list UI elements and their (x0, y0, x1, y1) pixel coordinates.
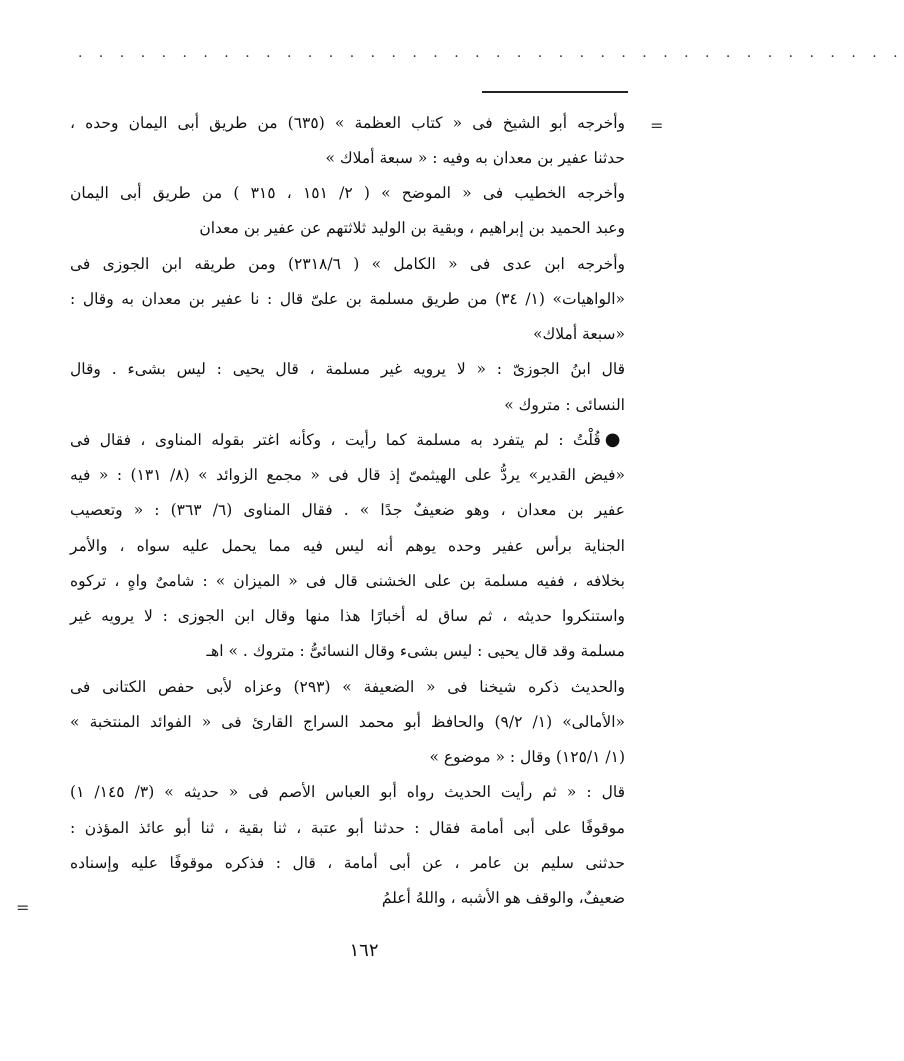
text-line: مسلمة وقد قال يحيى : ليس بشىء وقال النسائىُّ : متروك . » اهـ (206, 642, 625, 660)
text-line: (١/ ١٢٥/١) وقال : « موضوع » (429, 748, 625, 766)
text-line: «الواهيات» (١/ ٣٤) من طريق مسلمة بن علىّ قال : نا عفير بن معدان به وقال : (70, 290, 625, 308)
text-line (70, 429, 625, 451)
margin-mark-top: = (650, 116, 664, 135)
text-line: وأخرجه أبو الشيخ فى « كتاب العظمة » (٦٣٥) من طريق أبى اليمان وحده ، (70, 114, 625, 132)
text-line: عفير بن معدان ، وهو ضعيفٌ جدًا » . فقال المناوى (٦/ ٣٦٣) : « وتعصيب (70, 501, 625, 519)
text-line: حدثنا عفير بن معدان به وفيه : « سبعة أملاك » (325, 149, 625, 167)
text-line: قال ابنُ الجوزىّ : « لا يرويه غير مسلمة ، قال يحيى : ليس بشىء . وقال (70, 360, 625, 378)
text-line: بخلافه ، ففيه مسلمة بن على الخشنى قال فى « الميزان » : شامىٌ واهٍ ، تركوه (70, 572, 625, 590)
text-line: حدثنى سليم بن عامر ، عن أبى أمامة ، قال : فذكره موقوفًا عليه وإسناده (70, 854, 625, 872)
header-dotted-line: · · · · · · · · · · · · · · · · · · · · · · · · · · · · · · · · · · · · · · · · (78, 49, 904, 65)
text-line: قال : « ثم رأيت الحديث رواه أبو العباس الأصم فى « حديثه » (٣/ ١٤٥/ ١) (70, 783, 626, 801)
header-rule (482, 91, 628, 93)
text-line: واستنكروا حديثه ، ثم ساق له أخبارًا هذا منها وقال ابن الجوزى : لا يرويه غير (70, 607, 625, 625)
margin-mark-bottom: = (16, 898, 30, 917)
text-line: والحديث ذكره شيخنا فى « الضعيفة » (٢٩٣) وعزاه لأبى حفص الكتانى فى (70, 678, 625, 696)
text-line: وأخرجه الخطيب فى « الموضح » ( ٢/ ١٥١ ، ٣١٥ ) من طريق أبى اليمان (70, 184, 625, 202)
bullet-icon: ● (604, 429, 625, 450)
text-line: «سبعة أملاك» (533, 325, 625, 343)
text-line: «الأمالى» (١/ ٩/٢) والحافظ أبو محمد السراج القارئ فى « الفوائد المنتخبة » (70, 713, 625, 731)
text-line: موقوفًا على أبى أمامة فقال : حدثنا أبو عتبة ، ثنا بقية ، ثنا أبو عائذ المؤذن : (70, 819, 625, 837)
text-line: الجناية برأس عفير وحده يوهم أنه ليس فيه مما يحمل عليه سواه ، والأمر (70, 537, 625, 555)
text-line: النسائى : متروك » (504, 396, 625, 414)
text-line: وعبد الحميد بن إبراهيم ، وبقية بن الوليد ثلاثتهم عن عفير بن معدان (199, 219, 625, 237)
text-line: وأخرجه ابن عدى فى « الكامل » ( ٢٣١٨/٦) ومن طريقه ابن الجوزى فى (70, 255, 625, 273)
text-line-content: قُلْتُ : لم يتفرد به مسلمة كما رأيت ، وكأنه اغتر بقوله المناوى ، فقال فى (70, 431, 601, 449)
text-line: «فيض القدير» يردُّ على الهيثمىّ إذ قال فى « مجمع الزوائد » (٨/ ١٣١) : « فيه (70, 466, 625, 484)
page-number: ١٦٢ (349, 940, 379, 961)
text-line: ضعيفٌ، والوقف هو الأشبه ، واللهُ أعلمُ (381, 889, 625, 907)
